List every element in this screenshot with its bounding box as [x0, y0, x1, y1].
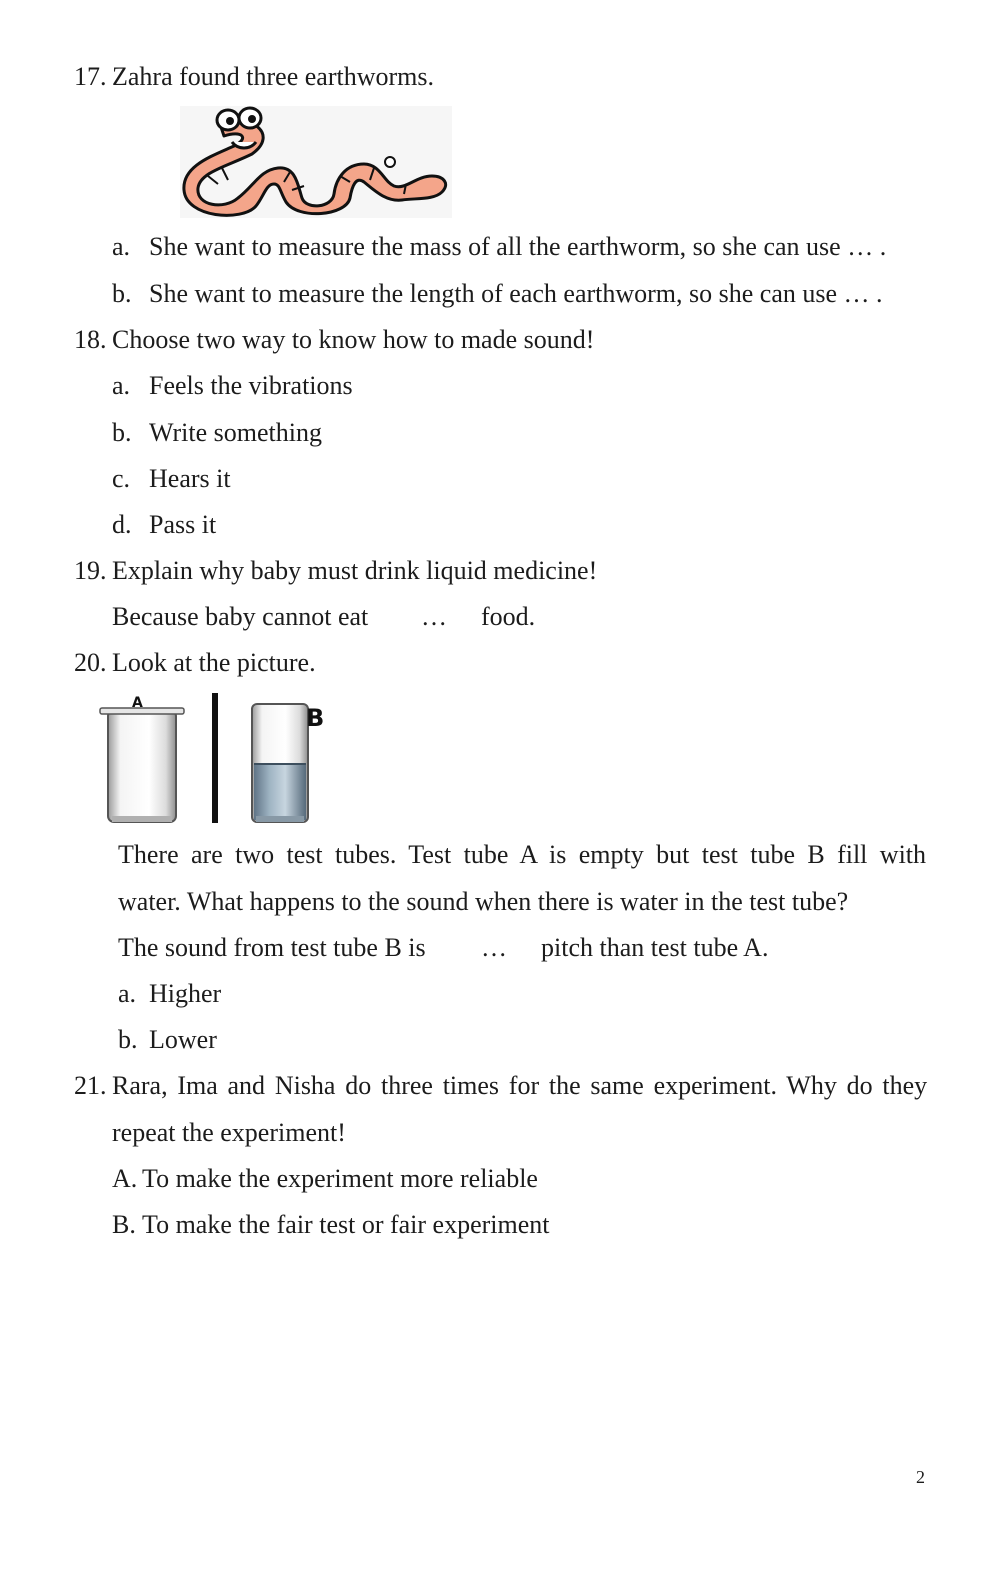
- word: times: [442, 1071, 500, 1100]
- word: do: [846, 1071, 873, 1100]
- q20-option-a-text: Higher: [149, 979, 222, 1008]
- word: tube: [463, 840, 509, 869]
- q21-option-b-label: B.: [112, 1210, 136, 1239]
- test-tube-b: [252, 704, 308, 822]
- word: for: [508, 1071, 540, 1100]
- word: fill: [837, 840, 868, 869]
- word: tubes.: [334, 840, 397, 869]
- q21-text-line1: [112, 1071, 927, 1101]
- q21-option-a-text: To make the experiment more reliable: [142, 1164, 538, 1193]
- q17-option-a-label: a.: [112, 232, 131, 261]
- q17-number: 17.: [74, 62, 107, 91]
- word: Why: [786, 1071, 837, 1100]
- q19-answer-start: Because baby cannot eat: [112, 602, 369, 631]
- q20-answer-blank: …: [481, 933, 507, 962]
- q20-option-b-label: b.: [118, 1025, 138, 1054]
- word: three: [380, 1071, 433, 1100]
- q20-text: Look at the picture.: [112, 648, 316, 677]
- word: do: [345, 1071, 372, 1100]
- word: Ima: [177, 1071, 218, 1100]
- q18-option-a-label: a.: [112, 371, 131, 400]
- divider-bar: [212, 693, 218, 823]
- word: There: [118, 840, 179, 869]
- tube-a-label: A: [132, 695, 143, 711]
- q17-text: Zahra found three earthworms.: [112, 62, 434, 91]
- earthworm-illustration: [180, 106, 452, 218]
- page-number: 2: [916, 1467, 925, 1487]
- q18-option-a-text: Feels the vibrations: [149, 371, 353, 400]
- q17-option-a-text: She want to measure the mass of all the earthworm, so she can use … .: [149, 232, 887, 261]
- q18-text: Choose two way to know how to made sound!: [112, 325, 595, 354]
- word: are: [191, 840, 223, 869]
- word: Nisha: [274, 1071, 336, 1100]
- word: but: [656, 840, 690, 869]
- q19-text: Explain why baby must drink liquid medicine!: [112, 556, 598, 585]
- q18-option-c-label: c.: [112, 464, 131, 493]
- tube-b-label: B: [306, 704, 325, 732]
- q20-answer-end: pitch than test tube A.: [541, 933, 769, 962]
- q21-text-line2: repeat the experiment!: [112, 1118, 346, 1147]
- word: B: [807, 840, 825, 869]
- q18-option-b-label: b.: [112, 418, 132, 447]
- q21-option-a-label: A.: [112, 1164, 138, 1193]
- word: two: [235, 840, 275, 869]
- q17-option-b-text: She want to measure the length of each earthworm, so she can use … .: [149, 279, 883, 308]
- q18-number: 18.: [74, 325, 107, 354]
- word: experiment.: [653, 1071, 778, 1100]
- word: A: [519, 840, 537, 869]
- worm-mouth: [232, 142, 256, 148]
- q21-option-b-text: To make the fair test or fair experiment: [142, 1210, 550, 1239]
- q20-answer-start: The sound from test tube B is: [118, 933, 426, 962]
- word: empty: [578, 840, 644, 869]
- q20-description-line1: [118, 840, 926, 870]
- q19-answer-blank: …: [421, 602, 447, 631]
- q19-number: 19.: [74, 556, 107, 585]
- word: and: [227, 1071, 266, 1100]
- word: Test: [408, 840, 452, 869]
- water-fill: [254, 764, 306, 820]
- word: the: [548, 1071, 581, 1100]
- word: is: [549, 840, 567, 869]
- test-tube-a: [100, 708, 184, 822]
- q20-option-b-text: Lower: [149, 1025, 217, 1054]
- test-tubes-illustration: [96, 690, 348, 828]
- word: tube: [750, 840, 795, 869]
- word: with: [879, 840, 927, 869]
- word: they: [882, 1071, 928, 1100]
- word: test: [286, 840, 323, 869]
- q18-option-b-text: Write something: [149, 418, 322, 447]
- q19-answer-end: food.: [481, 602, 536, 631]
- word: same: [590, 1071, 644, 1100]
- q20-description-line2: water. What happens to the sound when there is water in the test tube?: [118, 887, 849, 916]
- q18-option-d-label: d.: [112, 510, 132, 539]
- word: Rara,: [112, 1071, 168, 1100]
- q21-number: 21.: [74, 1071, 107, 1100]
- q18-option-d-text: Pass it: [149, 510, 217, 539]
- q20-number: 20.: [74, 648, 107, 677]
- q20-option-a-label: a.: [118, 979, 137, 1008]
- q17-option-b-label: b.: [112, 279, 132, 308]
- word: test: [701, 840, 738, 869]
- q18-option-c-text: Hears it: [149, 464, 231, 493]
